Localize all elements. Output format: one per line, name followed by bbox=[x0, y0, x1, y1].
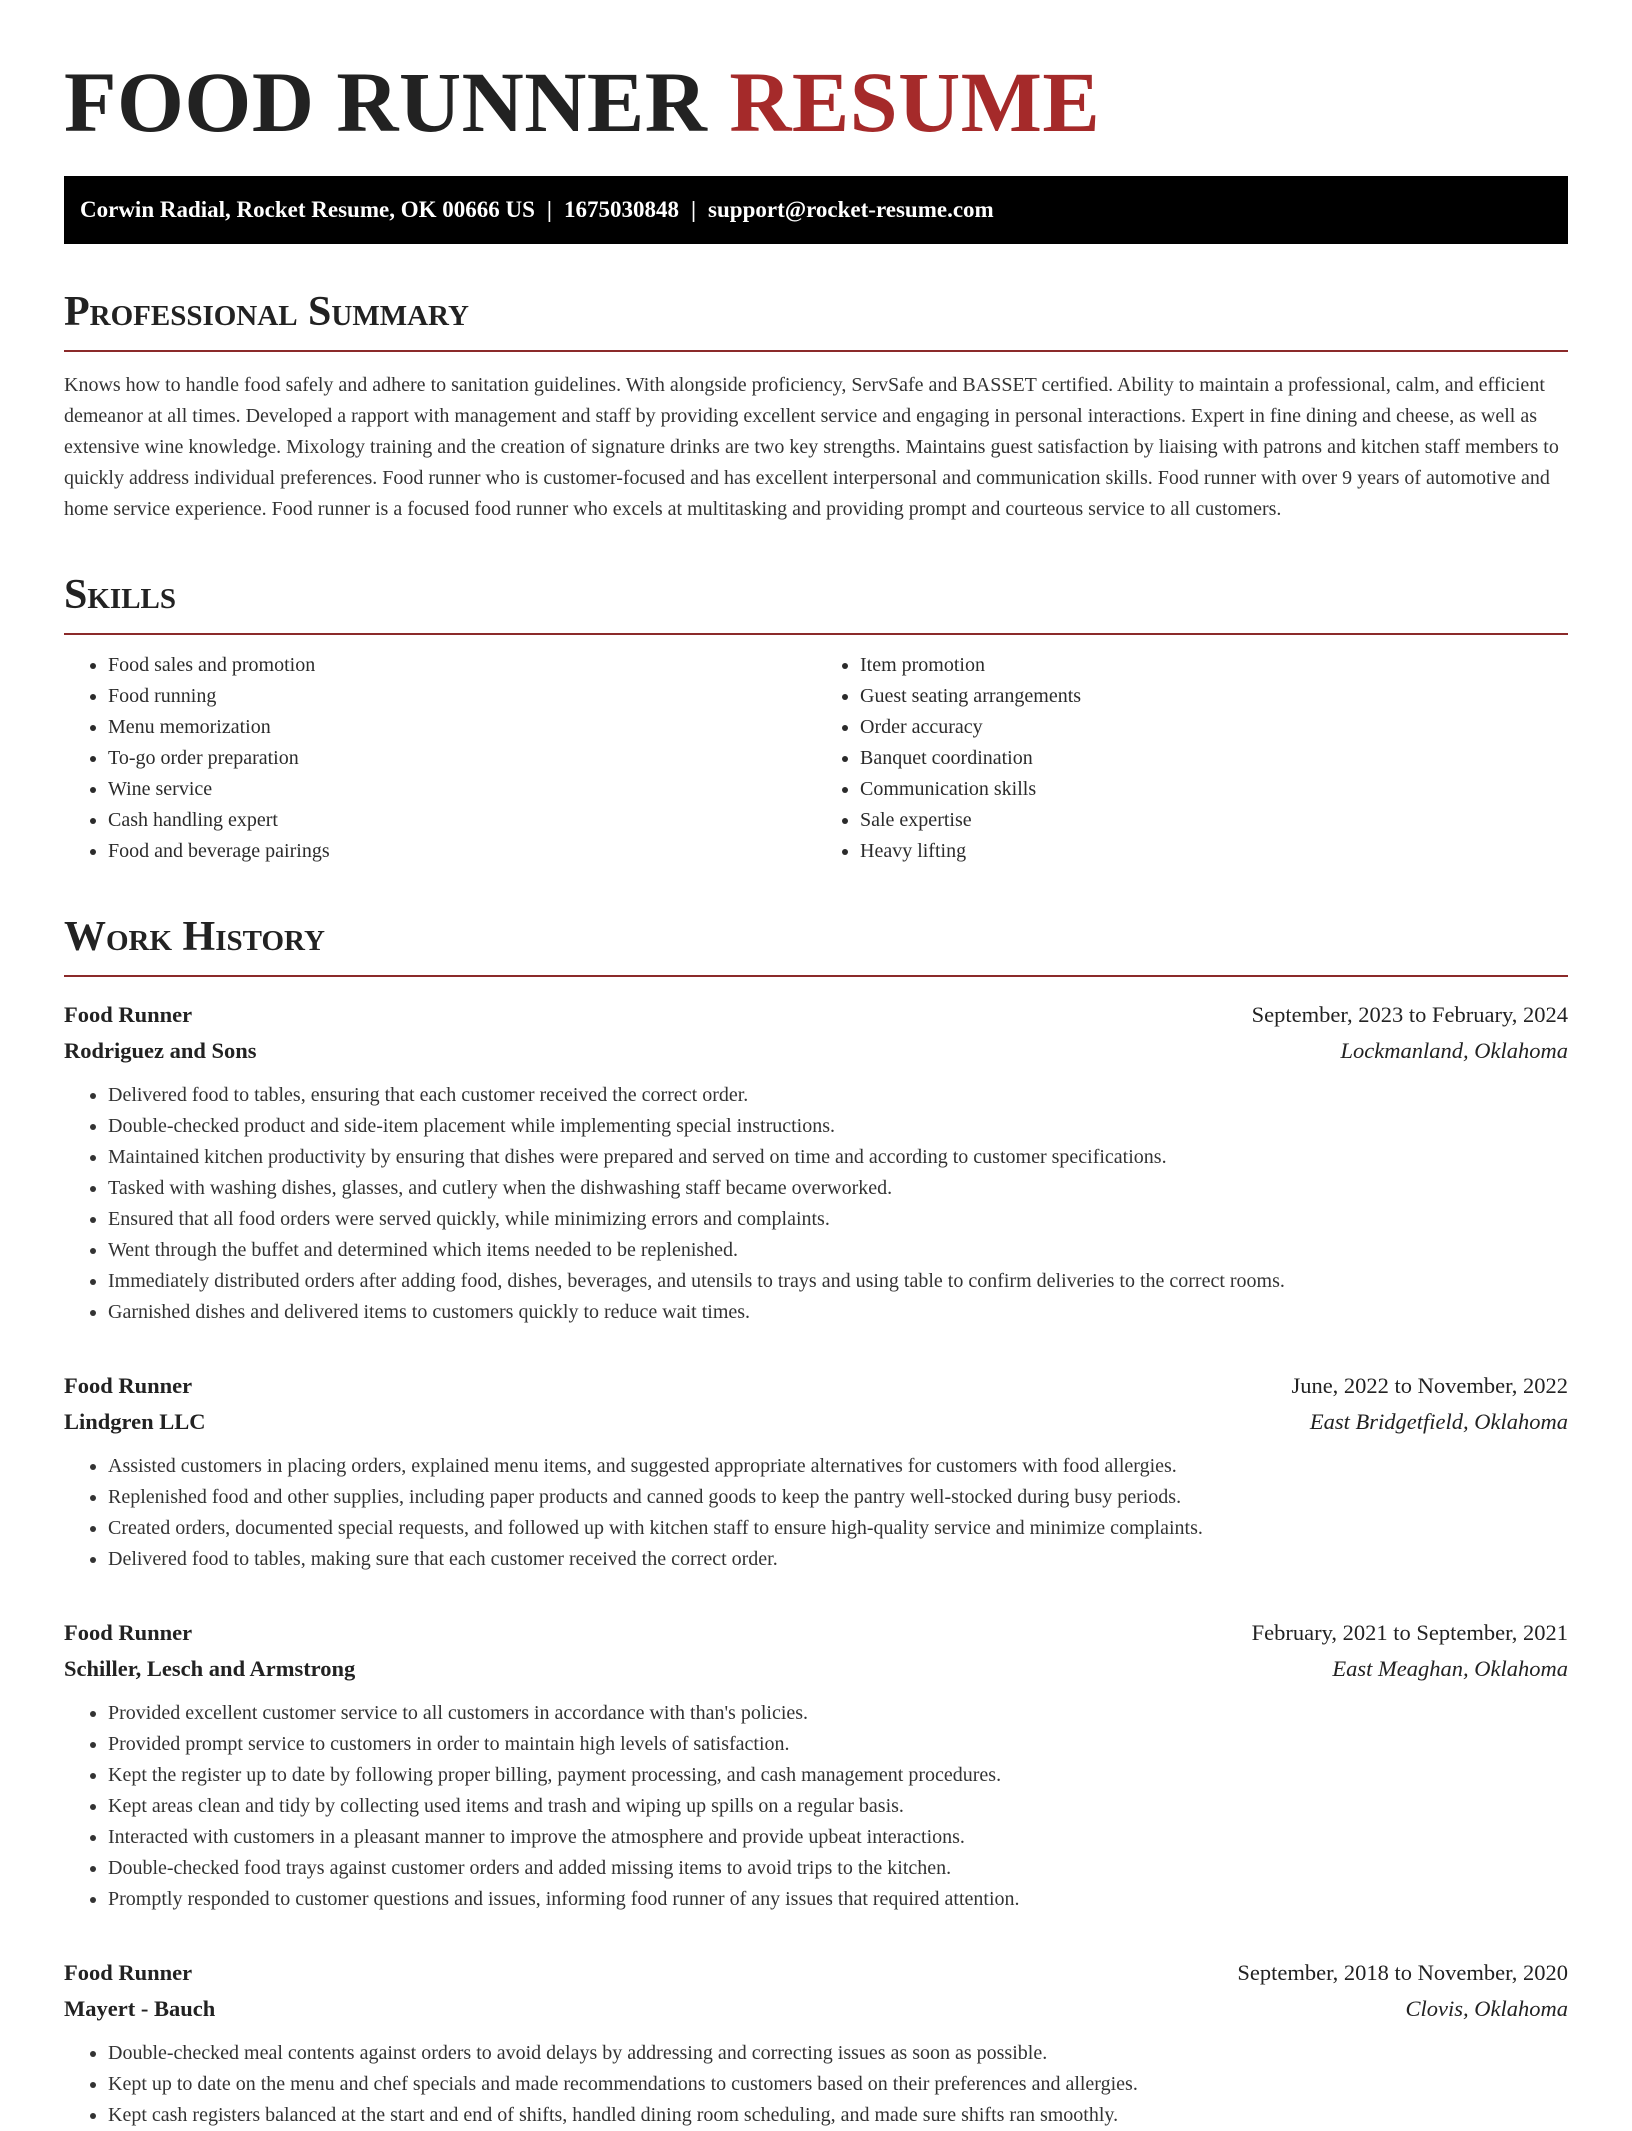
skill-item: • Guest seating arrangements bbox=[860, 681, 1568, 712]
job-entry bbox=[64, 997, 1568, 1328]
job-bullet: • Ensured that all food orders were served quickly, while minimizing errors and complaints. bbox=[108, 1204, 1568, 1235]
skills-heading: Skills bbox=[64, 571, 1568, 635]
skills-column-left bbox=[64, 650, 816, 867]
job-bullet: • Interacted with customers in a pleasant manner to improve the atmosphere and provide upbeat interactions. bbox=[108, 1822, 1568, 1853]
job-location: East Bridgetfield, Oklahoma bbox=[1309, 1409, 1568, 1434]
contact-separator: | bbox=[546, 197, 552, 222]
contact-separator: | bbox=[690, 197, 697, 222]
contact-email: support@rocket-resume.com bbox=[708, 197, 994, 222]
summary-heading: Professional Summary bbox=[64, 288, 1568, 352]
job-location: East Meaghan, Oklahoma bbox=[1332, 1656, 1568, 1681]
job-subheader bbox=[64, 1033, 1568, 1069]
job-bullet: • Double-checked meal contents against orders to avoid delays by addressing and correcting issues as soon as possible. bbox=[108, 2038, 1568, 2069]
summary-text: Knows how to handle food safely and adhere to sanitation guidelines. With alongside proficiency, ServSafe and BASSET certified. Ability to maintain a professional, calm, and efficient demeanor at all times. Developed a rapport with management and staff by providing excellent service and engaging in personal interactions. Expert in fine dining and cheese, as well as extensive wine knowledge. Mixology training and the creation of signature drinks are two key strengths. Maintains guest satisfaction by liaising with patrons and kitchen staff members to quickly address individual preferences. Food runner who is customer-focused and has excellent interpersonal and communication skills. Food runner with over 9 years of automotive and home service experience. Food runner is a focused food runner who excels at multitasking and providing prompt and courteous service to all customers. bbox=[64, 374, 1559, 520]
job-bullet: • Delivered food to tables, ensuring that each customer received the correct order. bbox=[108, 1080, 1568, 1111]
job-bullet: • Provided excellent customer service to all customers in accordance with than's policies. bbox=[108, 1698, 1568, 1729]
job-entry bbox=[64, 1955, 1568, 2131]
skill-item: • Sale expertise bbox=[860, 805, 1568, 836]
job-bullets bbox=[64, 2038, 1568, 2131]
skills-list bbox=[64, 650, 1568, 867]
contact-phone: 1675030848 bbox=[563, 197, 679, 222]
job-bullet: • Double-checked food trays against customer orders and added missing items to avoid trips to the kitchen. bbox=[108, 1853, 1568, 1884]
job-title: Food Runner bbox=[64, 1960, 193, 1985]
job-bullet: • Double-checked product and side-item placement while implementing special instructions. bbox=[108, 1111, 1568, 1142]
job-subheader bbox=[64, 1991, 1568, 2027]
job-location: Clovis, Oklahoma bbox=[1405, 1996, 1568, 2021]
skill-item: • Food sales and promotion bbox=[108, 650, 816, 681]
job-bullet: • Promptly responded to customer questions and issues, informing food runner of any issues that required attention. bbox=[108, 1884, 1568, 1915]
skill-item: • Food and beverage pairings bbox=[108, 836, 816, 867]
skill-item: • Menu memorization bbox=[108, 712, 816, 743]
job-bullets bbox=[64, 1698, 1568, 1915]
job-company: Lindgren LLC bbox=[64, 1409, 206, 1434]
skill-item: • Item promotion bbox=[860, 650, 1568, 681]
job-bullet: • Garnished dishes and delivered items to customers quickly to reduce wait times. bbox=[108, 1297, 1568, 1328]
work-history-heading: Work History bbox=[64, 913, 1568, 977]
job-subheader bbox=[64, 1404, 1568, 1440]
job-header bbox=[64, 1615, 1568, 1651]
job-bullet: • Went through the buffet and determined which items needed to be replenished. bbox=[108, 1235, 1568, 1266]
job-header bbox=[64, 1955, 1568, 1991]
job-bullet: • Assisted customers in placing orders, explained menu items, and suggested appropriate alternatives for customers with food allergies. bbox=[108, 1451, 1568, 1482]
job-header bbox=[64, 1368, 1568, 1404]
job-company: Schiller, Lesch and Armstrong bbox=[64, 1656, 356, 1681]
job-title: Food Runner bbox=[64, 1620, 193, 1645]
job-bullet: • Kept the register up to date by following proper billing, payment processing, and cash management procedures. bbox=[108, 1760, 1568, 1791]
skill-item: • Order accuracy bbox=[860, 712, 1568, 743]
job-bullet: • Delivered food to tables, making sure that each customer received the correct order. bbox=[108, 1544, 1568, 1575]
skill-item: • Heavy lifting bbox=[860, 836, 1568, 867]
skill-item: • To-go order preparation bbox=[108, 743, 816, 774]
job-bullet: • Kept up to date on the menu and chef specials and made recommendations to customers based on their preferences and allergies. bbox=[108, 2069, 1568, 2100]
job-location: Lockmanland, Oklahoma bbox=[1340, 1038, 1568, 1063]
skill-item: • Communication skills bbox=[860, 774, 1568, 805]
job-company: Rodriguez and Sons bbox=[64, 1038, 257, 1063]
contact-bar bbox=[64, 176, 1568, 244]
job-dates: June, 2022 to November, 2022 bbox=[1291, 1373, 1568, 1398]
title-accent: RESUME bbox=[729, 54, 1101, 150]
skills-column-right bbox=[816, 650, 1568, 867]
job-bullets bbox=[64, 1451, 1568, 1575]
job-bullet: • Provided prompt service to customers in order to maintain high levels of satisfaction. bbox=[108, 1729, 1568, 1760]
job-title: Food Runner bbox=[64, 1373, 193, 1398]
job-dates: February, 2021 to September, 2021 bbox=[1251, 1620, 1568, 1645]
skill-item: • Banquet coordination bbox=[860, 743, 1568, 774]
job-dates: September, 2018 to November, 2020 bbox=[1237, 1960, 1568, 1985]
job-bullet: • Kept cash registers balanced at the start and end of shifts, handled dining room scheduling, and made sure shifts ran smoothly. bbox=[108, 2100, 1568, 2131]
job-bullet: • Created orders, documented special requests, and followed up with kitchen staff to ensure high-quality service and minimize complaints. bbox=[108, 1513, 1568, 1544]
job-dates: September, 2023 to February, 2024 bbox=[1251, 1002, 1568, 1027]
job-header bbox=[64, 997, 1568, 1033]
job-entry bbox=[64, 1615, 1568, 1915]
job-entry bbox=[64, 1368, 1568, 1575]
job-subheader bbox=[64, 1651, 1568, 1687]
page-title bbox=[64, 52, 1568, 152]
contact-address: Corwin Radial, Rocket Resume, OK 00666 US bbox=[80, 197, 535, 222]
job-bullet: • Maintained kitchen productivity by ensuring that dishes were prepared and served on time and according to customer specifications. bbox=[108, 1142, 1568, 1173]
skill-item: • Wine service bbox=[108, 774, 816, 805]
job-title: Food Runner bbox=[64, 1002, 193, 1027]
job-bullet: • Immediately distributed orders after adding food, dishes, beverages, and utensils to trays and using table to confirm deliveries to the correct rooms. bbox=[108, 1266, 1568, 1297]
skill-item: • Food running bbox=[108, 681, 816, 712]
job-bullet: • Replenished food and other supplies, including paper products and canned goods to keep the pantry well-stocked during busy periods. bbox=[108, 1482, 1568, 1513]
job-bullet: • Tasked with washing dishes, glasses, and cutlery when the dishwashing staff became overworked. bbox=[108, 1173, 1568, 1204]
job-company: Mayert - Bauch bbox=[64, 1996, 216, 2021]
job-bullets bbox=[64, 1080, 1568, 1328]
job-bullet: • Kept areas clean and tidy by collecting used items and trash and wiping up spills on a regular basis. bbox=[108, 1791, 1568, 1822]
skill-item: • Cash handling expert bbox=[108, 805, 816, 836]
title-main: FOOD RUNNER bbox=[64, 54, 708, 150]
